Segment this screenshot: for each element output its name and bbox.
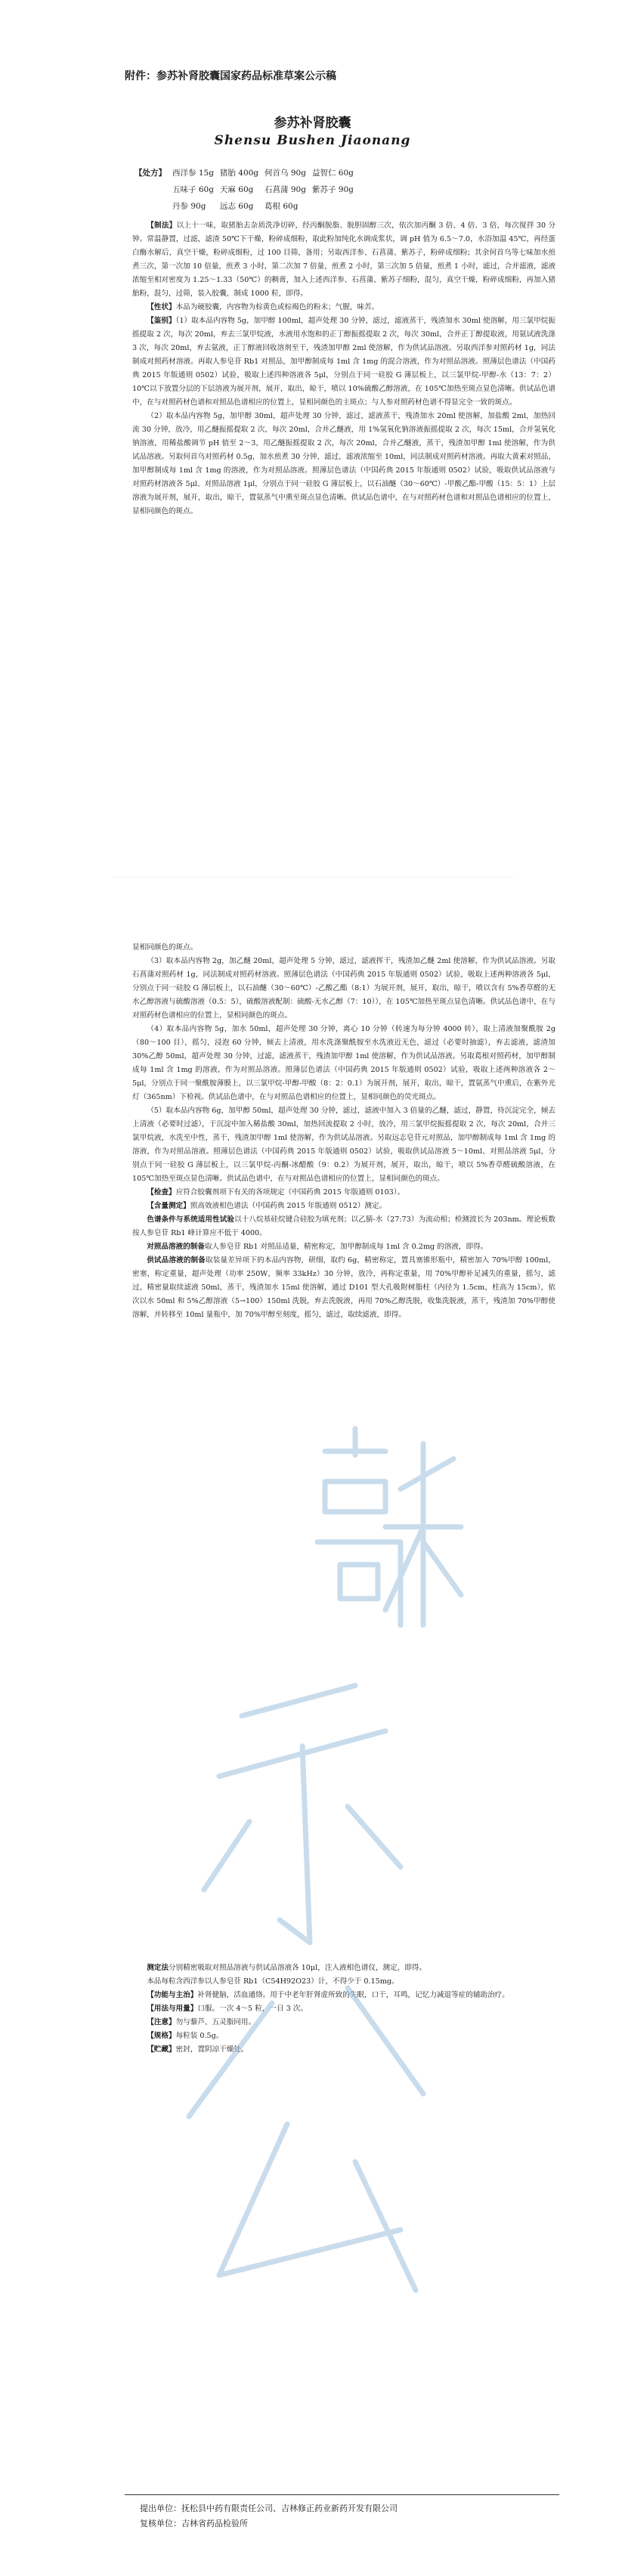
ident-text-4: （4）取本品内容物 5g，加水 50ml，超声处理 30 分钟，离心 10 分钟（转速为每分钟 4000 转），取上清液加聚酰胺 2g（80～100 目），摇匀，浸泡 60 分钟，倾去上清液，用水洗涤聚酰胺至水洗液近无色，滤过（必要时抽滤），弃去滤液，滤渣加 30%乙醇 50ml，超声处理 30 分钟，过滤，滤液蒸干，残渣加甲醇 1ml 使溶解，作为供试品溶液。另取葛根对照药材，加甲醇制成每 1ml 含 1mg 的溶液，作为对照品溶液。照薄层色谱法（中国药典 2015 年版通则 0502）试验，吸取上述两种溶液各 2～5μl，分别点于同一聚酰胺薄膜上，以三氯甲烷-甲醇-甲酸（8：2：0.1）为展开剂，展开，取出，晾干，置氨蒸气中熏后，在紫外光灯（365nm）下检视。供试品色谱中，在与对照品色谱相应的位置上，显相同颜色的荧光斑点。 [132,1025,555,1101]
footer-divider [125,2494,559,2495]
storage-label: 【贮藏】 [147,2045,176,2054]
ident-text-1: （1）取本品内容物 5g，加甲醇 100ml，超声处理 30 分钟，滤过，滤液蒸干，残渣加水 30ml 使溶解，用三氯甲烷振摇提取 2 次，每次 20ml，弃去三氯甲烷液，水液用水饱和的正丁醇振摇提取 2 次，每次 30ml，合并正丁醇提取液，用氨试液洗涤 3 次，每次 20ml，弃去氨液，正丁醇液回收溶剂至干，残渣加甲醇 2ml 使溶解，作为供试品溶液。另取西洋参对照药材 1g，同法制成对照药材溶液。再取人参皂苷 Rb1 对照品，加甲醇制成每 1ml 含 1mg 的混合溶液，作为对照品溶液。照薄层色谱法（中国药典 2015 年版通则 0502）试验，吸取上述四种溶液各 5μl，分别点于同一硅胶 G 薄层板上，以三氯甲烷-甲醇-水（13：7：2）10℃以下放置分层的下层溶液为展开剂，展开，取出，晾干，喷以 10%硫酸乙醇溶液，在 105℃加热至斑点显色清晰。供试品色谱中，在与对照药材色谱和对照品色谱相应的位置上，显相同颜色的主斑点；与人参对照药材色谱不得显完全一致的斑点。 [132,317,555,407]
character-text: 本品为硬胶囊，内容物为棕黄色或棕褐色的粉末；气腥，味苦。 [175,303,379,311]
assay-label: 【含量测定】 [147,1202,190,1210]
assay-text: 照高效液相色谱法（中国药典 2015 年版通则 0512）测定。 [190,1202,387,1210]
ingredient: 葛根 60g [265,202,299,211]
page-break [113,877,514,908]
ref-label: 对照品溶液的制备 [147,1243,205,1251]
usage-label: 【用法与用量】 [147,2005,198,2013]
caution-paragraph [132,2016,555,2030]
page-two-body [132,941,555,1322]
footer-proposer: 提出单位：抚松县中药有限责任公司、吉林修正药业新药开发有限公司 [140,2503,398,2513]
ident-paragraph-3 [132,955,555,1023]
page-three-body [132,1961,555,2057]
ingredient: 猪胎 400g [219,169,259,178]
document-title-cn: 参苏补肾胶囊 [274,116,351,131]
ident-label: 【鉴别】 [147,317,176,325]
prescription-table [135,165,360,215]
measure-text: 分别精密吸取对照品溶液与供试品溶液各 10μl，注入液相色谱仪，测定，即得。 [168,1964,427,1972]
ingredient: 西洋参 15g [172,169,214,178]
chrom-text: 以十八烷基硅烷键合硅胶为填充剂；以乙腈-水（27:73）为流动相；检测波长为 203nm。理论板数按人参皂苷 Rb1 峰计算应不低于 4000。 [132,1215,556,1237]
ref-paragraph [132,1240,555,1254]
usage-text: 口服。一次 4～5 粒，一日 3 次。 [197,2005,308,2013]
ident-paragraph-5 [132,1104,555,1186]
measure-paragraph [132,1961,555,1975]
usage-paragraph [132,2002,555,2016]
ingredient: 紫苏子 90g [311,185,354,194]
assay-paragraph [132,1200,555,1213]
page-one-body [132,219,555,519]
annex-heading: 附件：参苏补肾胶囊国家药品标准草案公示稿 [125,70,336,82]
sample-paragraph [132,1254,555,1322]
ref-text: 取人参皂苷 Rb1 对照品适量，精密称定，加甲醇制成每 1ml 含 0.2mg 的溶液，即得。 [204,1243,488,1251]
prescription-label: 【处方】 [135,169,166,178]
ident-paragraph-4 [132,1023,555,1104]
caution-text: 勿与藜芦、五灵脂同用。 [175,2018,256,2026]
check-paragraph [132,1186,555,1200]
ingredient: 益智仁 60g [311,169,354,178]
ident-paragraph-2 [132,410,555,519]
storage-paragraph [132,2043,555,2057]
ident-text-5: （5）取本品内容物 6g，加甲醇 50ml，超声处理 30 分钟，滤过，滤液中加入 3 倍量的乙醚，滤过，静置，待沉淀完全，倾去上清液（必要时过滤），于沉淀中加入稀盐酸 30ml，加热回流提取 2 小时，放冷，用三氯甲烷振摇提取 2 次，每次 20ml，合并三氯甲烷液，水洗至中性，蒸干，残渣加甲醇 1ml 使溶解，作为供试品溶液。另取远志皂苷元对照品，加甲醇制成每 1ml 含 1mg 的溶液，作为对照品溶液。照薄层色谱法（中国药典 2015 年版通则 0502）试验，吸取供试品溶液 5～10ml、对照品溶液 5μl，分别点于同一硅胶 G 薄层板上，以三氯甲烷-丙酮-冰醋酸（9：0.2）为展开剂，展开，取出，晾干，喷以 5%香草醛硫酸溶液，在 105℃加热至斑点显色清晰。供试品色谱中，在与对照品色谱相应的位置上，显相同颜色的斑点。 [132,1107,555,1183]
sample-text: 取装量差异项下的本品内容物，研细，取约 6g，精密称定，置具塞锥形瓶中，精密加入 70%甲醇 100ml，密塞，称定重量，超声处理（功率 250W，频率 33kHz）30 分钟，放冷，再称定重量，用 70%甲醇补足减失的重量，摇匀，滤过，精密量取续滤液 50ml，蒸干，残渣加水 15ml 使溶解，通过 D101 型大孔吸附树脂柱（内径为 1.5cm，柱高为 15cm），依次以水 50ml 和 5%乙醇溶液（5→100）150ml 洗脱，弃去洗脱液，再用 70%乙醇洗脱，收集洗脱液，蒸干，残渣加 70%甲醇使溶解，并转移至 10ml 量瓶中，加 70%甲醇至刻度，摇匀，滤过，取续滤液，即得。 [132,1256,555,1319]
ingredient: 五味子 60g [172,185,214,194]
continuation-text: 显相同颜色的斑点。 [132,943,198,952]
method-paragraph [132,219,555,301]
content-text: 本品每粒含西洋参以人参皂苷 Rb1（C54H92O23）计，不得少于 0.15mg。 [147,1977,399,1986]
ident-text-3: （3）取本品内容物 2g，加乙醚 20ml，超声处理 5 分钟，滤过，滤液挥干，残渣加乙醚 2ml 使溶解，作为供试品溶液。另取石菖蒲对照药材 1g，同法制成对照药材溶液。照薄层色谱法（中国药典 2015 年版通则 0502）试验，吸取上述两种溶液各 5μl，分别点于同一硅胶 G 薄层板上，以石油醚（30～60℃）-乙酸乙酯（8:1）为展开剂，展开，取出，晾干，喷以含有 5%香草醛的无水乙醇溶液与硫酸溶液（0.5：5），硫酸溶液配制：硫酸-无水乙醇（7：10）），在 105℃加热至斑点显色清晰。供试品色谱中，在与对照药材色谱相应的位置上，显相同颜色的斑点。 [132,957,555,1020]
function-text: 补肾健脑，活血通络。用于中老年肝肾虚所致的失眠，口干，耳鸣，记忆力减退等症的辅助治疗。 [197,1991,509,1999]
ingredient: 何首乌 90g [265,169,306,178]
ident-paragraph-1 [132,314,555,410]
measure-label: 测定法 [147,1964,169,1972]
ingredient: 石菖蒲 90g [265,185,306,194]
spec-paragraph [132,2030,555,2043]
function-label: 【功能与主治】 [147,1991,198,1999]
content-paragraph [132,1975,555,1989]
ingredient: 天麻 60g [219,185,254,194]
document-title-en: Shensu Bushen Jiaonang [214,133,411,148]
check-text: 应符合胶囊剂项下有关的各项规定（中国药典 2015 年版通则 0103）。 [175,1188,405,1197]
method-label: 【制法】 [147,221,177,230]
storage-text: 密封，置阴凉干燥处。 [175,2045,249,2054]
method-text: 以上十一味，取猪胎去杂质洗净切碎，经丙酮脱脂、脱胆固醇三次，依次加丙酮 3 倍、4 倍、3 倍，每次搅拌 30 分钟。常温静置，过滤，滤渣 50℃下干燥，粉碎成细粉，取此粉加纯化水调成浆状，调 pH 值为 6.5～7.0，水浴加温 45℃，再经蛋白酶水解后，真空干燥，粉碎成细粉，过 100 目筛，备用；另取西洋参、石菖蒲、紫苏子，粉碎成细粉；其余何首乌等七味加水煎煮三次，第一次加 10 倍量，煎煮 3 小时，第二次加 7 倍量，煎煮 2 小时，第三次加 5 倍量，煎煮 1 小时，滤过，合并滤液，滤液浓缩至相对密度为 1.25～1.33（50℃）的稠膏，加入上述西洋参、石菖蒲、紫苏子细粉，混匀，真空干燥，粉碎成细粉，再加入猪胎粉，混匀，过筛，装入胶囊，制成 1000 粒，即得。 [132,221,555,298]
character-label: 【性状】 [147,303,176,311]
ident-text-2: （2）取本品内容物 5g，加甲醇 30ml，超声处理 30 分钟，滤过，滤液蒸干，残渣加水 20ml 使溶解，加盐酸 2ml，加热回流 30 分钟，放冷，用乙醚振摇提取 2 次，每次 20ml，合并乙醚液，用 1%氢氧化钠溶液振摇提取 2 次，每次 15ml，合并氢氧化钠溶液，用稀盐酸调节 pH 值至 2～3，用乙醚振摇提取 2 次，每次 20ml，合并乙醚液，蒸干，残渣加甲醇 1ml 使溶解，作为供试品溶液。另取何首乌对照药材 0.5g，加水煎煮 30 分钟，滤过，滤液浓缩至 10ml，同法制成对照药材溶液。再取大黄素对照品，加甲醇制成每 1ml 含 1mg 的溶液，作为对照品溶液。照薄层色谱法（中国药典 2015 年版通则 0502）试验，吸取供试品溶液与对照药材溶液各 5μl、对照品溶液 1μl，分别点于同一硅胶 G 薄层板上，以石油醚（30～60℃）-甲酸乙酯-甲酸（15：5：1）上层溶液为展开剂，展开，取出，晾干，置氨蒸气中熏至斑点显色清晰。供试品色谱中，在与对照药材色谱和对照品色谱相应的位置上，显相同颜色的斑点。 [132,412,555,516]
sample-label: 供试品溶液的制备 [147,1256,206,1265]
spec-text: 每粒装 0.5g。 [175,2032,224,2040]
check-label: 【检查】 [147,1188,176,1197]
ingredient: 丹参 90g [172,202,206,211]
caution-label: 【注意】 [147,2018,176,2026]
chrom-paragraph [132,1213,555,1240]
watermark-seal [98,1398,521,2381]
spec-label: 【规格】 [147,2032,176,2040]
character-paragraph [132,301,555,314]
ingredient: 远志 60g [219,202,254,211]
function-paragraph [132,1989,555,2002]
chrom-label: 色谱条件与系统适用性试验 [147,1215,235,1224]
footer-reviewer: 复核单位：吉林省药品检验所 [140,2519,248,2528]
